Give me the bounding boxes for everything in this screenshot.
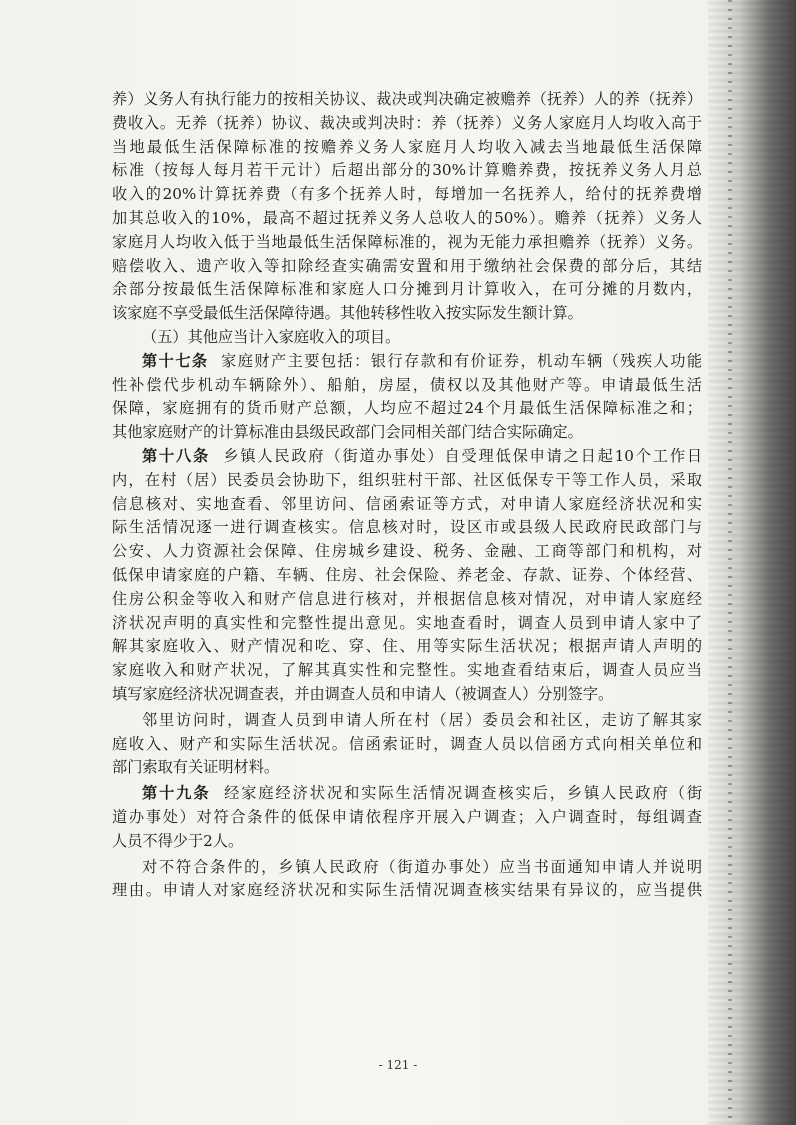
text-line: 庭收入、财产和实际生活状况。信函索证时，调查人员以信函方式向相关单位和 bbox=[112, 734, 702, 753]
text-line: 际生活情况逐一进行调查核实。信息核对时，设区市或县级人民政府民政部门与 bbox=[112, 518, 702, 537]
scan-shadow-edge bbox=[708, 0, 796, 1125]
text-line: 道办事处）对符合条件的低保申请依程序开展入户调查；入户调查时，每组调查 bbox=[112, 807, 702, 826]
text-line: 保障，家庭拥有的货币财产总额，人均应不超过24个月最低生活保障标准之和； bbox=[112, 399, 702, 418]
text-line: 理由。申请人对家庭经济状况和实际生活情况调查核实结果有异议的，应当提供 bbox=[112, 881, 702, 900]
text-line: 费收入。无养（抚养）协议、裁决或判决时：养（抚养）义务人家庭月人均收入高于 bbox=[112, 113, 702, 132]
text-line: （五）其他应当计入家庭收入的项目。 bbox=[142, 327, 401, 346]
text-fragment: 经家庭经济状况和实际生活情况调查核实后，乡镇人民政府（街 bbox=[224, 784, 703, 803]
text-line: 低保申请家庭的户籍、车辆、住房、社会保险、养老金、存款、证券、个体经营、 bbox=[112, 565, 702, 584]
text-line: 解其家庭收入、财产情况和吃、穿、住、用等实际生活状况；根据声请人声明的 bbox=[112, 637, 702, 656]
text-line: 养）义务人有执行能力的按相关协议、裁决或判决确定被赡养（抚养）人的养（抚养） bbox=[112, 90, 702, 108]
text-line: 部门索取有关证明材料。 bbox=[112, 758, 280, 777]
text-line: 对不符合条件的，乡镇人民政府（街道办事处）应当书面通知申请人并说明 bbox=[142, 857, 702, 876]
article-heading: 第十七条 bbox=[142, 351, 209, 370]
body-text bbox=[112, 88, 702, 903]
text-line: 收入的20%计算抚养费（有多个抚养人时，每增加一名抚养人，给付的抚养费增 bbox=[112, 185, 702, 204]
text-line: 加其总收入的10%，最高不超过抚养义务人总收人的50%）。赡养（抚养）义务人 bbox=[112, 208, 702, 227]
text-line: 该家庭不享受最低生活保障待遇。其他转移性收入按实际发生额计算。 bbox=[112, 304, 583, 323]
article-18-line bbox=[112, 445, 702, 469]
text-line: 人员不得少于2人。 bbox=[112, 831, 244, 850]
article-heading: 第十八条 bbox=[142, 446, 211, 465]
text-line: 公安、人力资源社会保障、住房城乡建设、税务、金融、工商等部门和机构，对 bbox=[112, 542, 702, 561]
article-heading: 第十九条 bbox=[142, 784, 211, 803]
text-line: 家庭月人均收入低于当地最低生活保障标准的，视为无能力承担赡养（抚养）义务。 bbox=[112, 232, 702, 251]
text-line: 标准（按每人每月若干元计）后超出部分的30%计算赡养费，按抚养义务人月总 bbox=[112, 161, 702, 180]
text-line: 填写家庭经济状况调查表，并由调查人员和申请人（被调查人）分别签字。 bbox=[112, 684, 614, 703]
text-line: 性补偿代步机动车辆除外）、船舶，房屋，债权以及其他财产等。申请最低生活 bbox=[112, 375, 702, 394]
article-19-line bbox=[112, 782, 702, 806]
text-line: 内，在村（居）民委员会协助下，组织驻村干部、社区低保专干等工作人员，采取 bbox=[112, 470, 702, 489]
article-17-line bbox=[112, 350, 702, 374]
text-line: 住房公积金等收入和财产信息进行核对，并根据信息核对情况，对申请人家庭经 bbox=[112, 589, 702, 608]
text-line: 当地最低生活保障标准的按赡养义务人家庭月人均收入减去当地最低生活保障 bbox=[112, 137, 702, 156]
page-number: - 121 - bbox=[378, 1058, 418, 1072]
text-line: 其他家庭财产的计算标准由县级民政部门会同相关部门结合实际确定。 bbox=[112, 423, 583, 442]
text-fragment: 乡镇人民政府（街道办事处）自受理低保申请之日起10个工作日 bbox=[223, 446, 703, 465]
text-line: 邻里访问时，调查人员到申请人所在村（居）委员会和社区，走访了解其家 bbox=[142, 710, 702, 729]
text-line: 赔偿收入、遗产收入等扣除经查实确需安置和用于缴纳社会保费的部分后，其结 bbox=[112, 256, 702, 275]
text-line: 信息核对、实地查看、邻里访问、信函索证等方式，对申请人家庭经济状况和实 bbox=[112, 494, 702, 513]
text-line: 济状况声明的真实性和完整性提出意见。实地查看时，调查人员到申请人家中了 bbox=[112, 613, 702, 632]
text-line: 家庭收入和财产状况，了解其真实性和完整性。实地查看结束后，调查人员应当 bbox=[112, 661, 702, 680]
text-line: 余部分按最低生活保障标准和家庭人口分摊到月计算收入，在可分摊的月数内， bbox=[112, 280, 702, 299]
text-fragment: 家庭财产主要包括：银行存款和有价证券，机动车辆（残疾人功能 bbox=[221, 351, 703, 370]
